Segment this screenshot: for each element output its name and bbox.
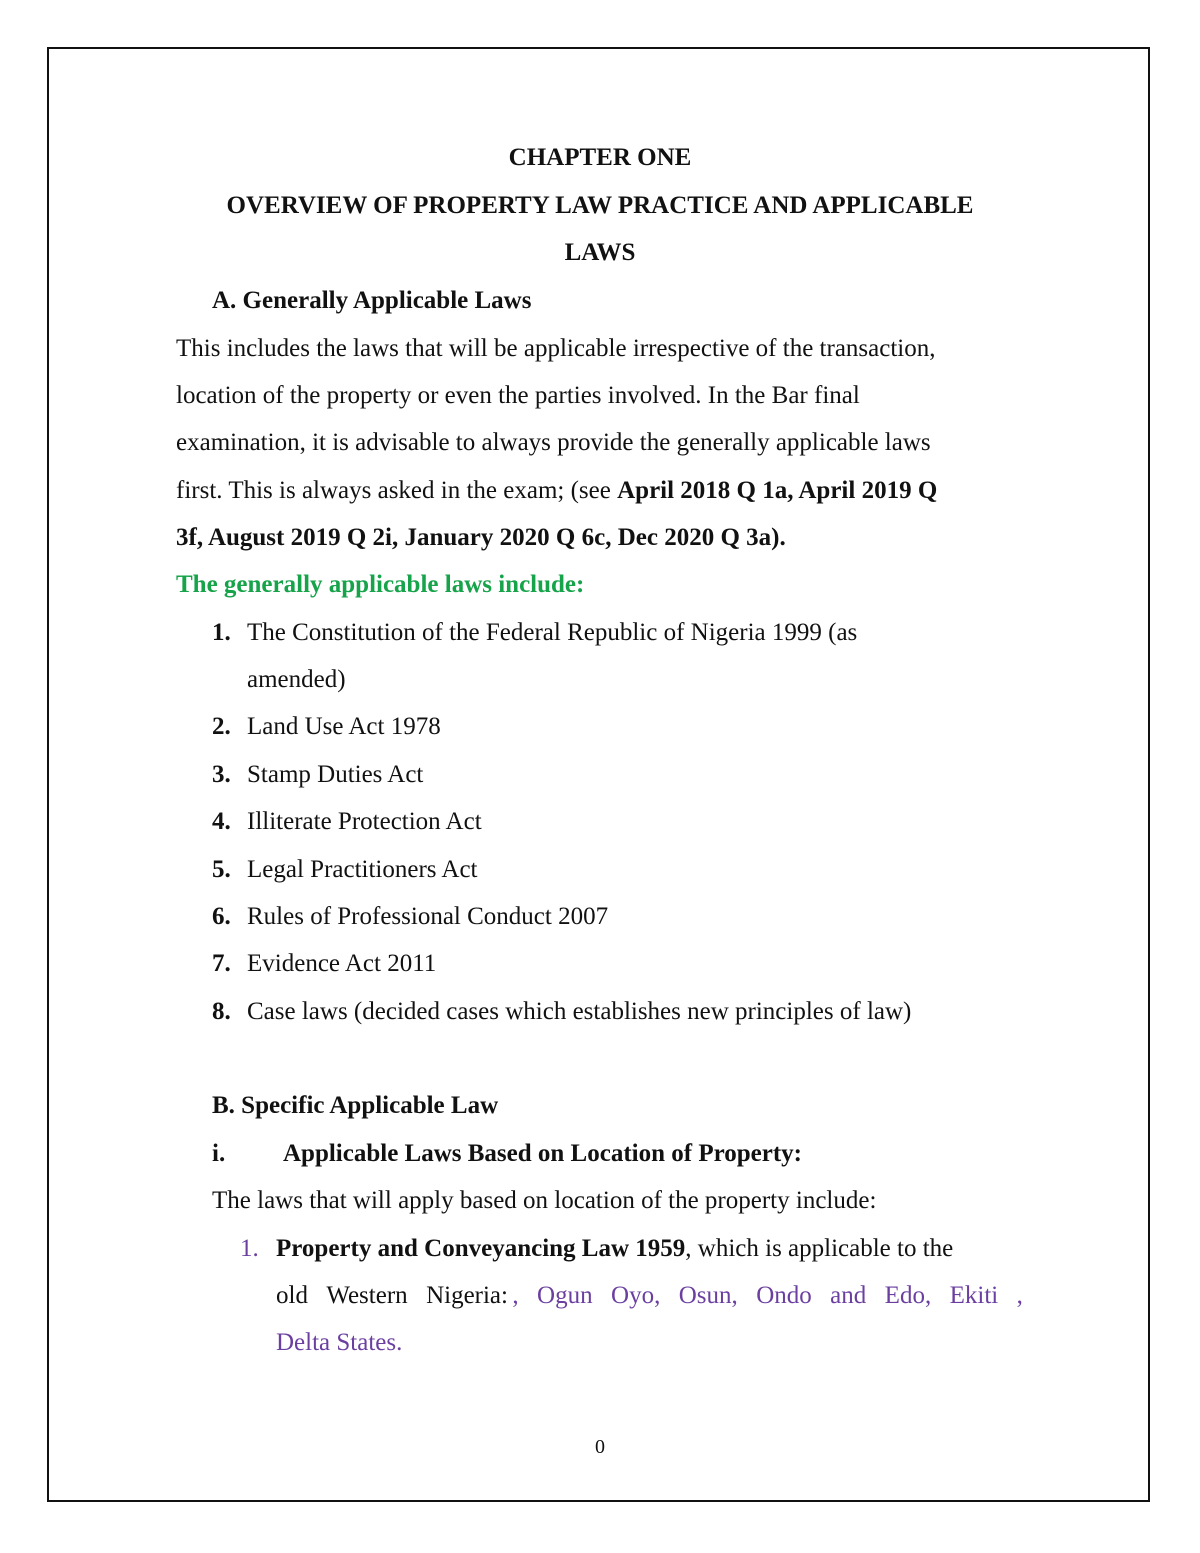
- state-name: Osun,: [678, 1282, 738, 1309]
- list-item: Case laws (decided cases which establishes new principles of law): [247, 998, 912, 1025]
- chapter-label: CHAPTER ONE: [508, 144, 692, 171]
- law-title: Property and Conveyancing Law 1959: [276, 1235, 686, 1262]
- list-item: Legal Practitioners Act: [247, 856, 478, 883]
- list-item-number: 1.: [212, 619, 231, 646]
- list-item: Evidence Act 2011: [247, 950, 437, 977]
- list-item: Rules of Professional Conduct 2007: [247, 903, 609, 930]
- section-b-intro: The laws that will apply based on location of the property include:: [212, 1187, 877, 1214]
- list-item-number: 5.: [212, 856, 231, 883]
- state-name: Oyo,: [611, 1282, 661, 1309]
- state-name: ,: [512, 1282, 519, 1309]
- state-name: Ondo: [756, 1282, 812, 1309]
- list-item-number: 3.: [212, 761, 231, 788]
- list-item-number: 4.: [212, 808, 231, 835]
- list-item: [276, 1234, 953, 1264]
- section-a-paragraph-line: examination, it is advisable to always provide the generally applicable laws: [176, 429, 931, 456]
- list-item: The Constitution of the Federal Republic of Nigeria 1999 (as: [247, 619, 858, 646]
- section-a-paragraph-line: location of the property or even the parties involved. In the Bar final: [176, 382, 860, 409]
- generally-applicable-list-heading: The generally applicable laws include:: [176, 571, 585, 598]
- chapter-title-line-2: LAWS: [564, 239, 636, 266]
- paragraph-plain-text: first. This is always asked in the exam; (see: [176, 477, 618, 504]
- word: Western: [326, 1282, 408, 1309]
- list-item-justified-line: [276, 1281, 1023, 1311]
- section-a-paragraph-line: This includes the laws that will be applicable irrespective of the transaction,: [176, 335, 936, 362]
- subsection-number: i.: [212, 1140, 226, 1167]
- state-name: Ekiti: [949, 1282, 999, 1309]
- list-item-number: 6.: [212, 903, 231, 930]
- exam-reference: April 2018 Q 1a, April 2019 Q: [617, 477, 938, 504]
- section-b-heading: B. Specific Applicable Law: [212, 1092, 499, 1119]
- section-a-heading: A. Generally Applicable Laws: [212, 287, 532, 314]
- state-name: Ogun: [537, 1282, 593, 1309]
- list-item-continuation: amended): [247, 666, 346, 693]
- list-item: Stamp Duties Act: [247, 761, 424, 788]
- list-item-number: 8.: [212, 998, 231, 1025]
- list-item-number: 2.: [212, 713, 231, 740]
- state-name: ,: [1016, 1282, 1023, 1309]
- chapter-title-line-1: OVERVIEW OF PROPERTY LAW PRACTICE AND APPLICABLE: [226, 192, 974, 219]
- state-name: Edo,: [884, 1282, 932, 1309]
- list-item-continuation: Delta States.: [276, 1329, 403, 1356]
- exam-reference-continued: 3f, August 2019 Q 2i, January 2020 Q 6c, Dec 2020 Q 3a).: [176, 524, 786, 551]
- page-number: 0: [595, 1436, 605, 1458]
- state-name: and: [830, 1282, 867, 1309]
- word: Nigeria:: [426, 1282, 508, 1309]
- subsection-heading: Applicable Laws Based on Location of Property:: [283, 1140, 802, 1167]
- word: old: [276, 1282, 308, 1309]
- list-item-number: 7.: [212, 950, 231, 977]
- list-item: Land Use Act 1978: [247, 713, 441, 740]
- law-description: , which is applicable to the: [685, 1235, 954, 1262]
- section-a-paragraph-line: [176, 476, 937, 506]
- list-item: Illiterate Protection Act: [247, 808, 482, 835]
- list-item-number: 1.: [240, 1235, 259, 1262]
